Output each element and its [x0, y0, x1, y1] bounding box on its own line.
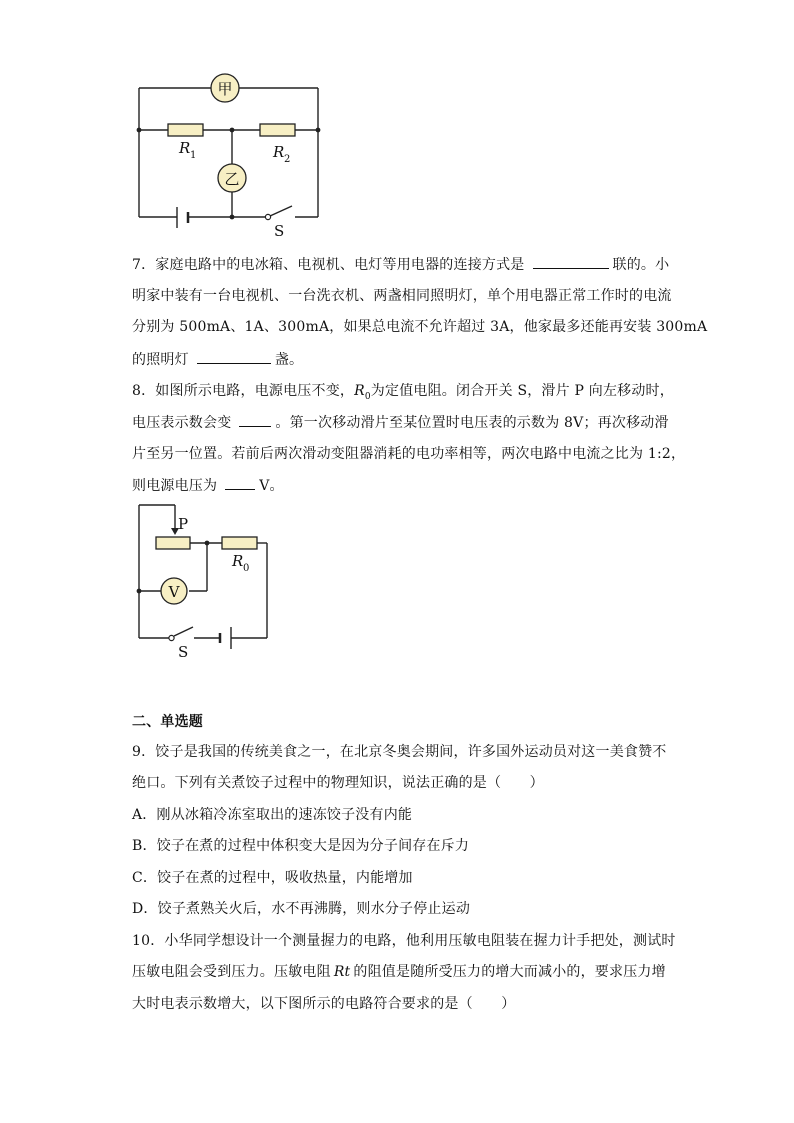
junction-dot — [230, 215, 235, 220]
voltmeter-label: V — [168, 583, 180, 601]
slider-p-label: P — [178, 515, 189, 533]
q7-line-3: 分别为 500mA、1A、300mA，如果总电流不允许超过 3A，他家最多还能再安装 300mA — [132, 319, 708, 335]
q10-text: 的阻值是随所受压力的增大而减小的，要求压力增 — [353, 964, 666, 980]
r0-label: R — [232, 552, 244, 570]
q9-option-a[interactable]: A．刚从冰箱冷冻室取出的速冻饺子没有内能 — [132, 807, 413, 823]
switch-label: S — [274, 222, 285, 240]
q10-rt-symbol: Rt — [333, 964, 351, 980]
r2-subscript: 2 — [284, 154, 291, 165]
circuit-diagram-2 — [128, 500, 278, 665]
r1-subscript: 1 — [190, 150, 197, 161]
q8-text: 。第一次移动滑片至某位置时电压表的示数为 8V；再次移动滑 — [275, 415, 669, 431]
junction-dot — [316, 128, 321, 133]
q8-r0-subscript: 0 — [364, 391, 371, 402]
q8-text: 则电源电压为 — [132, 478, 218, 494]
q7-line-1 — [132, 254, 669, 275]
q9-option-d[interactable]: D．饺子煮熟关火后，水不再沸腾，则水分子停止运动 — [132, 901, 471, 917]
q9-option-b[interactable]: B．饺子在煮的过程中体积变大是因为分子间存在斥力 — [132, 838, 470, 854]
q8-line-2 — [132, 412, 669, 433]
q8-answer-blank-2[interactable] — [225, 475, 255, 490]
q8-line-3: 片至另一位置。若前后两次滑动变阻器消耗的电功率相等，两次电路中电流之比为 1:2， — [132, 446, 686, 462]
q10-text: 压敏电阻会受到压力。压敏电阻 — [132, 964, 331, 980]
q10-line-2 — [132, 962, 666, 982]
resistor-r2 — [260, 124, 295, 136]
q8-text: 为定值电阻。闭合开关 S，滑片 P 向左移动时， — [370, 383, 674, 399]
r1-label: R — [179, 139, 191, 157]
q10-line-3: 大时电表示数增大，以下图所示的电路符合要求的是（ ） — [132, 996, 516, 1012]
section-heading: 二、单选题 — [132, 714, 203, 730]
q7-answer-blank-2[interactable] — [197, 349, 271, 364]
q7-answer-blank-1[interactable] — [533, 254, 609, 269]
switch-label: S — [178, 643, 189, 661]
junction-dot — [205, 541, 210, 546]
meter-jia-label: 甲 — [217, 80, 233, 98]
q8-line-1 — [132, 381, 674, 407]
q8-text: 电压表示数会变 — [132, 415, 232, 431]
q8-line-4 — [132, 475, 284, 496]
r0-subscript: 0 — [243, 563, 250, 574]
q9-option-c[interactable]: C．饺子在煮的过程中，吸收热量，内能增加 — [132, 870, 413, 886]
q8-r0-symbol: R — [354, 383, 365, 399]
q7-line-4 — [132, 349, 303, 370]
junction-dot — [137, 589, 142, 594]
circuit-diagram-1 — [125, 68, 340, 240]
q9-line-1: 9．饺子是我国的传统美食之一，在北京冬奥会期间，许多国外运动员对这一美食赞不 — [132, 744, 667, 760]
meter-yi-label: 乙 — [224, 170, 240, 188]
switch-contact — [265, 214, 270, 219]
q10-line-1: 10．小华同学想设计一个测量握力的电路，他利用压敏电阻装在握力计手把处，测试时 — [132, 933, 676, 949]
q8-answer-blank-1[interactable] — [239, 412, 271, 427]
q7-line-2: 明家中装有一台电视机、一台洗衣机、两盏相同照明灯，单个用电器正常工作时的电流 — [132, 288, 672, 304]
q7-text: 7．家庭电路中的电冰箱、电视机、电灯等用电器的连接方式是 — [132, 257, 525, 273]
resistor-r1 — [168, 124, 203, 136]
q7-text: 的照明灯 — [132, 352, 189, 368]
q7-text: 盏。 — [274, 352, 304, 368]
switch-contact — [169, 635, 174, 640]
junction-dot — [230, 128, 235, 133]
q7-text: 联的。小 — [612, 257, 670, 273]
q9-line-2: 绝口。下列有关煮饺子过程中的物理知识，说法正确的是（ ） — [132, 775, 544, 791]
q8-text: 8．如图所示电路，电源电压不变， — [132, 383, 355, 399]
junction-dot — [137, 128, 142, 133]
rheostat — [156, 537, 190, 549]
q8-text: V。 — [259, 478, 284, 494]
r2-label: R — [273, 143, 285, 161]
resistor-r0 — [222, 537, 257, 549]
